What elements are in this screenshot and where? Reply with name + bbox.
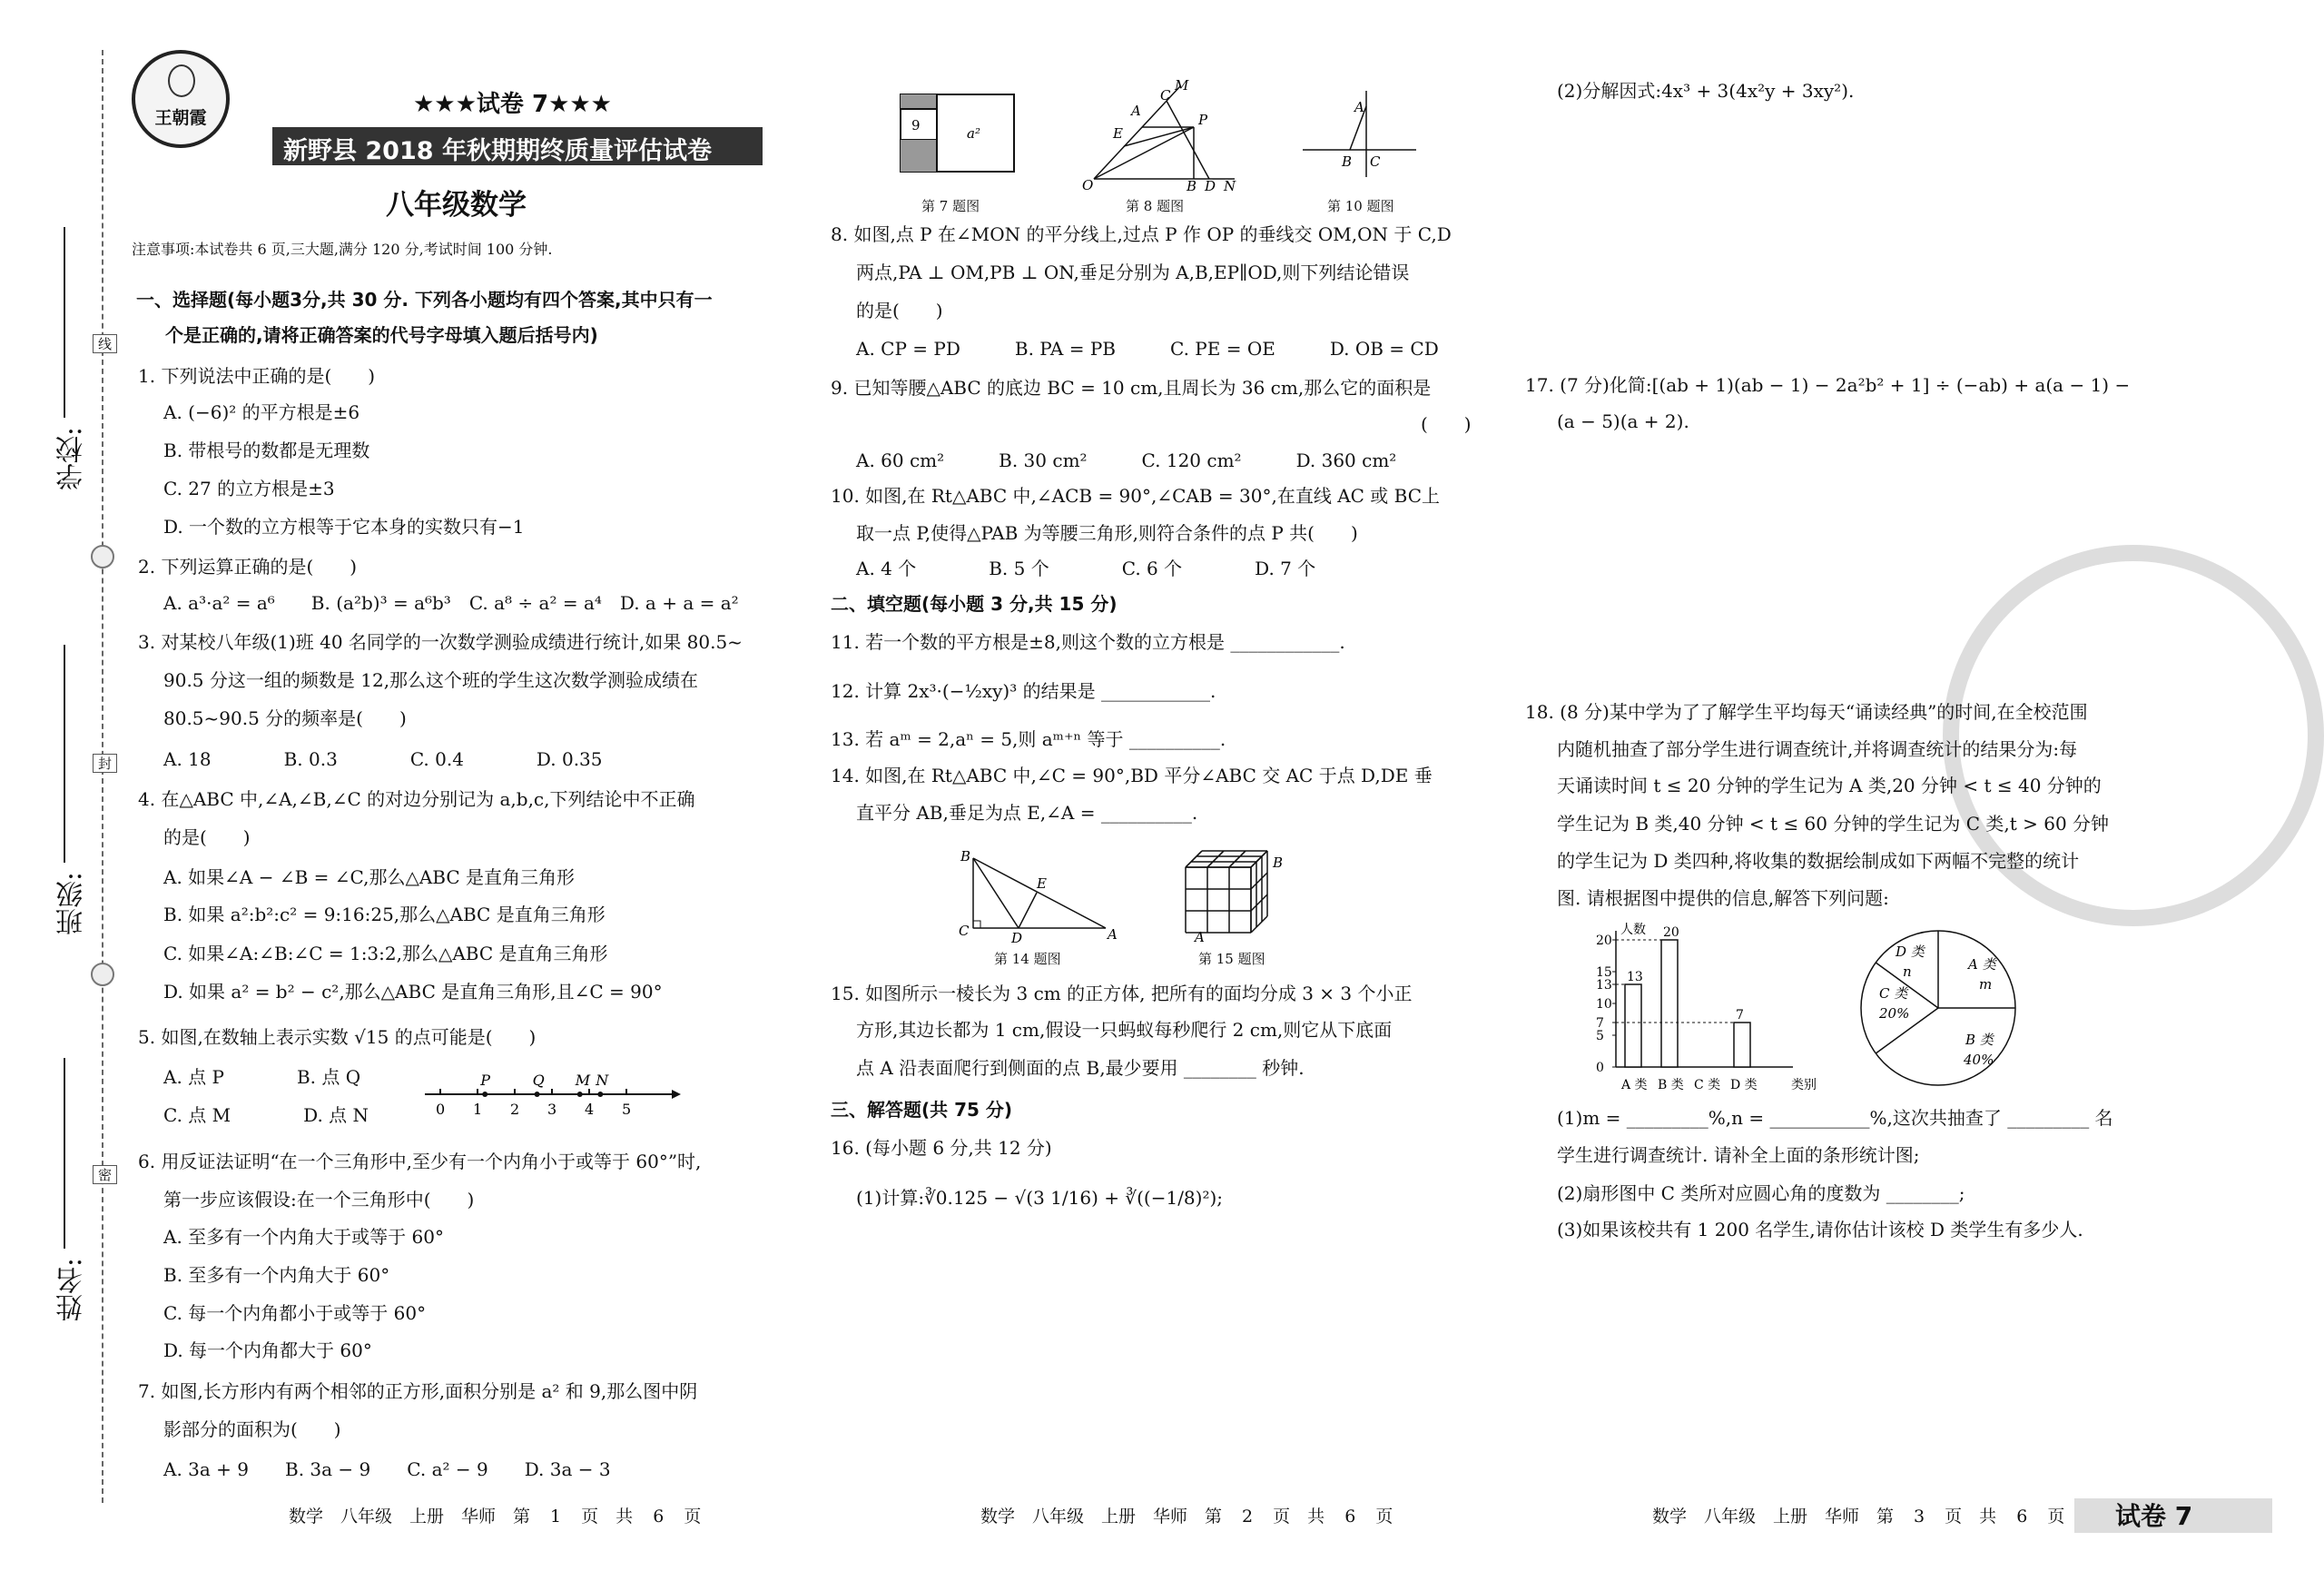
question-line: C. 27 的立方根是±3 (163, 478, 335, 499)
category-label: C 类 (1694, 1078, 1721, 1092)
svg-text:B: B (1342, 153, 1353, 170)
question-17: 17. (7 分)化简:[(ab + 1)(ab − 1) − 2a²b² + 1] ÷ (−ab) + a(a − 1) − (1525, 374, 2131, 396)
arrow-icon (672, 1090, 681, 1099)
portrait-icon (168, 64, 195, 97)
category-label: B 类 (1658, 1078, 1684, 1092)
question-line: (3)如果该校共有 1 200 名学生,请你估计该校 D 类学生有多少人. (1557, 1219, 2083, 1240)
question-line: 12. 计算 2x³·(−½xy)³ 的结果是 ____________. (831, 680, 1216, 702)
slice-name: A 类 (1968, 956, 1996, 973)
svg-text:D: D (1205, 178, 1216, 194)
tick-label: 3 (547, 1101, 557, 1118)
corner-paper-number: 试卷 7 (2115, 1501, 2193, 1531)
y-tick-label: 20 (1596, 934, 1612, 948)
question-line: C. 每一个内角都小于或等于 60° (163, 1302, 427, 1324)
section-1-heading: 个是正确的,请将正确答案的代号字母填入题后括号内) (165, 324, 598, 346)
question-line: A. (−6)² 的平方根是±6 (163, 401, 360, 423)
question-line: 5. 如图,在数轴上表示实数 √15 的点可能是( ) (138, 1026, 537, 1048)
question-line: 的是( ) (856, 300, 943, 321)
school-field[interactable] (64, 227, 65, 418)
cut-line (102, 50, 103, 1503)
point-label: P (480, 1072, 490, 1089)
question-line: 9. 已知等腰△ABC 的底边 BC = 10 cm,且周长为 36 cm,那么它的面积是 (831, 377, 1432, 399)
bar (1625, 984, 1641, 1067)
slice-value: m (1979, 976, 1993, 993)
y-tick-label: 15 (1596, 965, 1612, 980)
svg-text:E: E (1113, 125, 1123, 142)
figure-8 (1080, 77, 1239, 194)
y-axis-label: 人数 (1620, 923, 1646, 937)
bar-value-label: 13 (1627, 970, 1643, 984)
question-line: 11. 若一个数的平方根是±8,则这个数的立方根是 ____________. (831, 631, 1345, 653)
figure-caption: 第 7 题图 (921, 198, 980, 214)
svg-text:C: C (1160, 87, 1171, 104)
question-line: 80.5~90.5 分的频率是( ) (163, 707, 407, 729)
question-line: 的学生记为 D 类四种,将收集的数据绘制成如下两幅不完整的统计 (1557, 850, 2080, 872)
ring-icon (91, 963, 114, 986)
figure-14 (953, 845, 1126, 944)
point (535, 1092, 540, 1097)
page-footer-3: 数学 八年级 上册 华师 第 3 页 共 6 页 (1652, 1507, 2065, 1527)
question-line: 内随机抽查了部分学生进行调查统计,并将调查统计的结果分为:每 (1557, 738, 2078, 760)
question-line: A. 4 个 B. 5 个 C. 6 个 D. 7 个 (856, 558, 1316, 579)
question-line: D. 一个数的立方根等于它本身的实数只有−1 (163, 516, 525, 538)
figure-15-cube (1180, 840, 1289, 944)
figure-caption: 第 14 题图 (994, 951, 1061, 967)
notice: 注意事项:本试卷共 6 页,三大题,满分 120 分,考试时间 100 分钟. (132, 241, 553, 258)
question-line: A. 如果∠A − ∠B = ∠C,那么△ABC 是直角三角形 (163, 866, 576, 888)
point-label: M (575, 1072, 591, 1089)
question-line: 10. 如图,在 Rt△ABC 中,∠ACB = 90°,∠CAB = 30°,在直线 AC 或 BC上 (831, 485, 1441, 507)
question-line: A. 点 P B. 点 Q (163, 1066, 361, 1088)
svg-text:N: N (1224, 178, 1236, 194)
svg-text:B: B (1273, 855, 1284, 871)
question-line: 三、解答题(共 75 分) (831, 1099, 1013, 1121)
bar (1734, 1023, 1750, 1067)
question-line: B. 至多有一个内角大于 60° (163, 1264, 390, 1286)
pie-chart (1852, 922, 2034, 1094)
question-line: C. 点 M D. 点 N (163, 1104, 369, 1126)
question-line: 两点,PA ⊥ OM,PB ⊥ ON,垂足分别为 A,B,EP∥OD,则下列结论错误 (856, 262, 1410, 283)
question-line: 直平分 AB,垂足为点 E,∠A = __________. (856, 802, 1198, 824)
question-line: 18. (8 分)某中学为了了解学生平均每天“诵读经典”的时间,在全校范围 (1525, 701, 2088, 723)
x-axis-label: 类别 (1791, 1078, 1817, 1092)
number-line-figure (418, 1067, 681, 1131)
y-tick-label: 10 (1596, 997, 1612, 1012)
exam-title: 新野县 2018 年秋期期终质量评估试卷 (283, 137, 712, 165)
question-line: B. 带根号的数都是无理数 (163, 440, 370, 461)
slice-name: B 类 (1965, 1032, 1994, 1048)
question-line: 点 A 沿表面爬行到侧面的点 B,最少要用 ________ 秒钟. (856, 1057, 1305, 1079)
y-tick-label: 5 (1596, 1029, 1604, 1043)
question-line: 90.5 分这一组的频数是 12,那么这个班的学生这次数学测验成绩在 (163, 669, 699, 691)
tick-label: 4 (585, 1101, 595, 1118)
slice-value: 20% (1879, 1005, 1910, 1022)
slice-name: D 类 (1896, 944, 1925, 960)
svg-text:A: A (1354, 99, 1364, 115)
question-line: A. 60 cm² B. 30 cm² C. 120 cm² D. 360 cm² (856, 450, 1397, 471)
page-footer-1: 数学 八年级 上册 华师 第 1 页 共 6 页 (289, 1507, 702, 1527)
question-line: 15. 如图所示一棱长为 3 cm 的正方体, 把所有的面均分成 3 × 3 个小正 (831, 983, 1413, 1004)
class-field[interactable] (64, 645, 65, 863)
question-line: ( ) (1421, 413, 1472, 435)
name-label: 姓名: (56, 1258, 88, 1322)
question-line: 8. 如图,点 P 在∠MON 的平分线上,过点 P 作 OP 的垂线交 OM,ON 于 C,D (831, 223, 1452, 245)
question-line: A. a³·a² = a⁶ B. (a²b)³ = a⁶b³ C. a⁸ ÷ a² = a⁴ D. a + a = a² (163, 592, 739, 614)
svg-text:D: D (1011, 930, 1023, 946)
question-line: 学生进行调查统计. 请补全上面的条形统计图; (1557, 1144, 1920, 1166)
line-mark: 线 (93, 334, 117, 353)
svg-text:E: E (1037, 875, 1047, 892)
tick-label: 0 (436, 1101, 446, 1118)
question-line: 二、填空题(每小题 3 分,共 15 分) (831, 593, 1118, 615)
section-1-heading: 一、选择题(每小题3分,共 30 分. 下列各小题均有四个答案,其中只有一 (136, 289, 713, 311)
question-line: 1. 下列说法中正确的是( ) (138, 365, 376, 387)
figure-7 (899, 91, 1017, 177)
question-line: 2. 下列运算正确的是( ) (138, 556, 358, 578)
bar-chart (1584, 917, 1817, 1099)
y-tick-label: 0 (1596, 1061, 1604, 1075)
slice-name: C 类 (1879, 985, 1908, 1002)
question-line: B. 如果 a²:b²:c² = 9:16:25,那么△ABC 是直角三角形 (163, 904, 606, 925)
question-line: 3. 对某校八年级(1)班 40 名同学的一次数学测验成绩进行统计,如果 80.5~ (138, 631, 743, 653)
class-label: 班级: (56, 872, 88, 936)
question-line: (2)扇形图中 C 类所对应圆心角的度数为 ________; (1557, 1182, 1965, 1204)
page-footer-2: 数学 八年级 上册 华师 第 2 页 共 6 页 (980, 1507, 1393, 1527)
category-label: A 类 (1621, 1078, 1648, 1092)
question-line: 13. 若 aᵐ = 2,aⁿ = 5,则 aᵐ⁺ⁿ 等于 __________. (831, 728, 1226, 750)
question-line: 方形,其边长都为 1 cm,假设一只蚂蚁每秒爬行 2 cm,则它从下底面 (856, 1019, 1393, 1041)
question-line: 的是( ) (163, 826, 251, 848)
question-line: 4. 在△ABC 中,∠A,∠B,∠C 的对边分别记为 a,b,c,下列结论中不正确 (138, 788, 695, 810)
svg-text:C: C (1370, 153, 1381, 170)
close-mark: 密 (93, 1165, 117, 1184)
tick-label: 1 (473, 1101, 483, 1118)
question-line: (1)m = _________%,n = ___________%,这次共抽查了 _________ 名 (1557, 1107, 2113, 1129)
question-line: A. 3a + 9 B. 3a − 9 C. a² − 9 D. 3a − 3 (163, 1458, 611, 1480)
svg-text:B: B (1187, 178, 1197, 194)
figure-caption: 第 15 题图 (1198, 951, 1265, 967)
question-line: 14. 如图,在 Rt△ABC 中,∠C = 90°,BD 平分∠ABC 交 AC 于点 D,DE 垂 (831, 765, 1433, 786)
svg-text:A: A (1108, 926, 1118, 943)
subject-title: 八年级数学 (386, 189, 527, 222)
figure-caption: 第 8 题图 (1126, 198, 1185, 214)
question-line: 7. 如图,长方形内有两个相邻的正方形,面积分别是 a² 和 9,那么图中阴 (138, 1380, 698, 1402)
question-line: (1)计算:∛0.125 − √(3 1/16) + ∛((−1/8)²); (856, 1187, 1224, 1209)
question-line: 16. (每小题 6 分,共 12 分) (831, 1137, 1052, 1159)
y-tick-label: 7 (1596, 1016, 1604, 1031)
question-line: D. 如果 a² = b² − c²,那么△ABC 是直角三角形,且∠C = 90° (163, 981, 663, 1003)
bar (1661, 940, 1678, 1067)
question-line: 学生记为 B 类,40 分钟 < t ≤ 60 分钟的学生记为 C 类,t > 60 分钟 (1557, 813, 2110, 835)
svg-text:A: A (1195, 929, 1205, 945)
question-line: 影部分的面积为( ) (163, 1418, 341, 1440)
question-line: 第一步应该假设:在一个三角形中( ) (163, 1189, 475, 1210)
svg-text:A: A (1131, 103, 1141, 119)
svg-text:O: O (1082, 177, 1094, 193)
y-tick-label: 13 (1596, 978, 1612, 993)
point-label: Q (532, 1072, 545, 1089)
tick-label: 5 (622, 1101, 632, 1118)
question-17: (a − 5)(a + 2). (1557, 410, 1689, 432)
question-line: A. 18 B. 0.3 C. 0.4 D. 0.35 (163, 748, 603, 770)
question-16-2: (2)分解因式:4x³ + 3(4x²y + 3xy²). (1557, 80, 1855, 102)
ring-icon (91, 545, 114, 568)
category-label: D 类 (1730, 1078, 1758, 1092)
svg-text:M: M (1175, 77, 1189, 94)
square-label: a² (967, 125, 980, 142)
bar-value-label: 20 (1663, 925, 1679, 940)
name-field[interactable] (64, 1058, 65, 1249)
figure-10 (1298, 86, 1421, 182)
question-line: 图. 请根据图中提供的信息,解答下列问题: (1557, 887, 1889, 909)
svg-text:B: B (960, 848, 971, 865)
question-line: 取一点 P,使得△PAB 为等腰三角形,则符合条件的点 P 共( ) (856, 522, 1358, 544)
school-label: 学校: (56, 427, 88, 491)
point (482, 1092, 487, 1097)
point (577, 1092, 583, 1097)
publisher-logo: 王朝霞 (132, 50, 230, 148)
question-line: D. 每一个内角都大于 60° (163, 1339, 372, 1361)
seal-mark: 封 (93, 754, 117, 773)
question-line: C. 如果∠A:∠B:∠C = 1:3:2,那么△ABC 是直角三角形 (163, 943, 608, 964)
question-line: A. 至多有一个内角大于或等于 60° (163, 1226, 444, 1248)
question-line: 6. 用反证法证明“在一个三角形中,至少有一个内角小于或等于 60°”时, (138, 1151, 702, 1172)
slice-value: 40% (1964, 1052, 1994, 1068)
svg-text:C: C (959, 923, 970, 939)
bar-value-label: 7 (1736, 1008, 1744, 1023)
question-line: A. CP = PD B. PA = PB C. PE = OE D. OB = CD (856, 338, 1439, 360)
question-line: 天诵读时间 t ≤ 20 分钟的学生记为 A 类,20 分钟 < t ≤ 40 分钟的 (1557, 775, 2102, 796)
slice-value: n (1903, 963, 1912, 980)
point-label: N (596, 1072, 609, 1089)
figure-caption: 第 10 题图 (1327, 198, 1394, 214)
paper-number: ★★★试卷 7★★★ (413, 91, 612, 118)
svg-text:P: P (1198, 112, 1208, 128)
square-label: 9 (911, 117, 921, 133)
tick-label: 2 (510, 1101, 520, 1118)
point (597, 1092, 603, 1097)
